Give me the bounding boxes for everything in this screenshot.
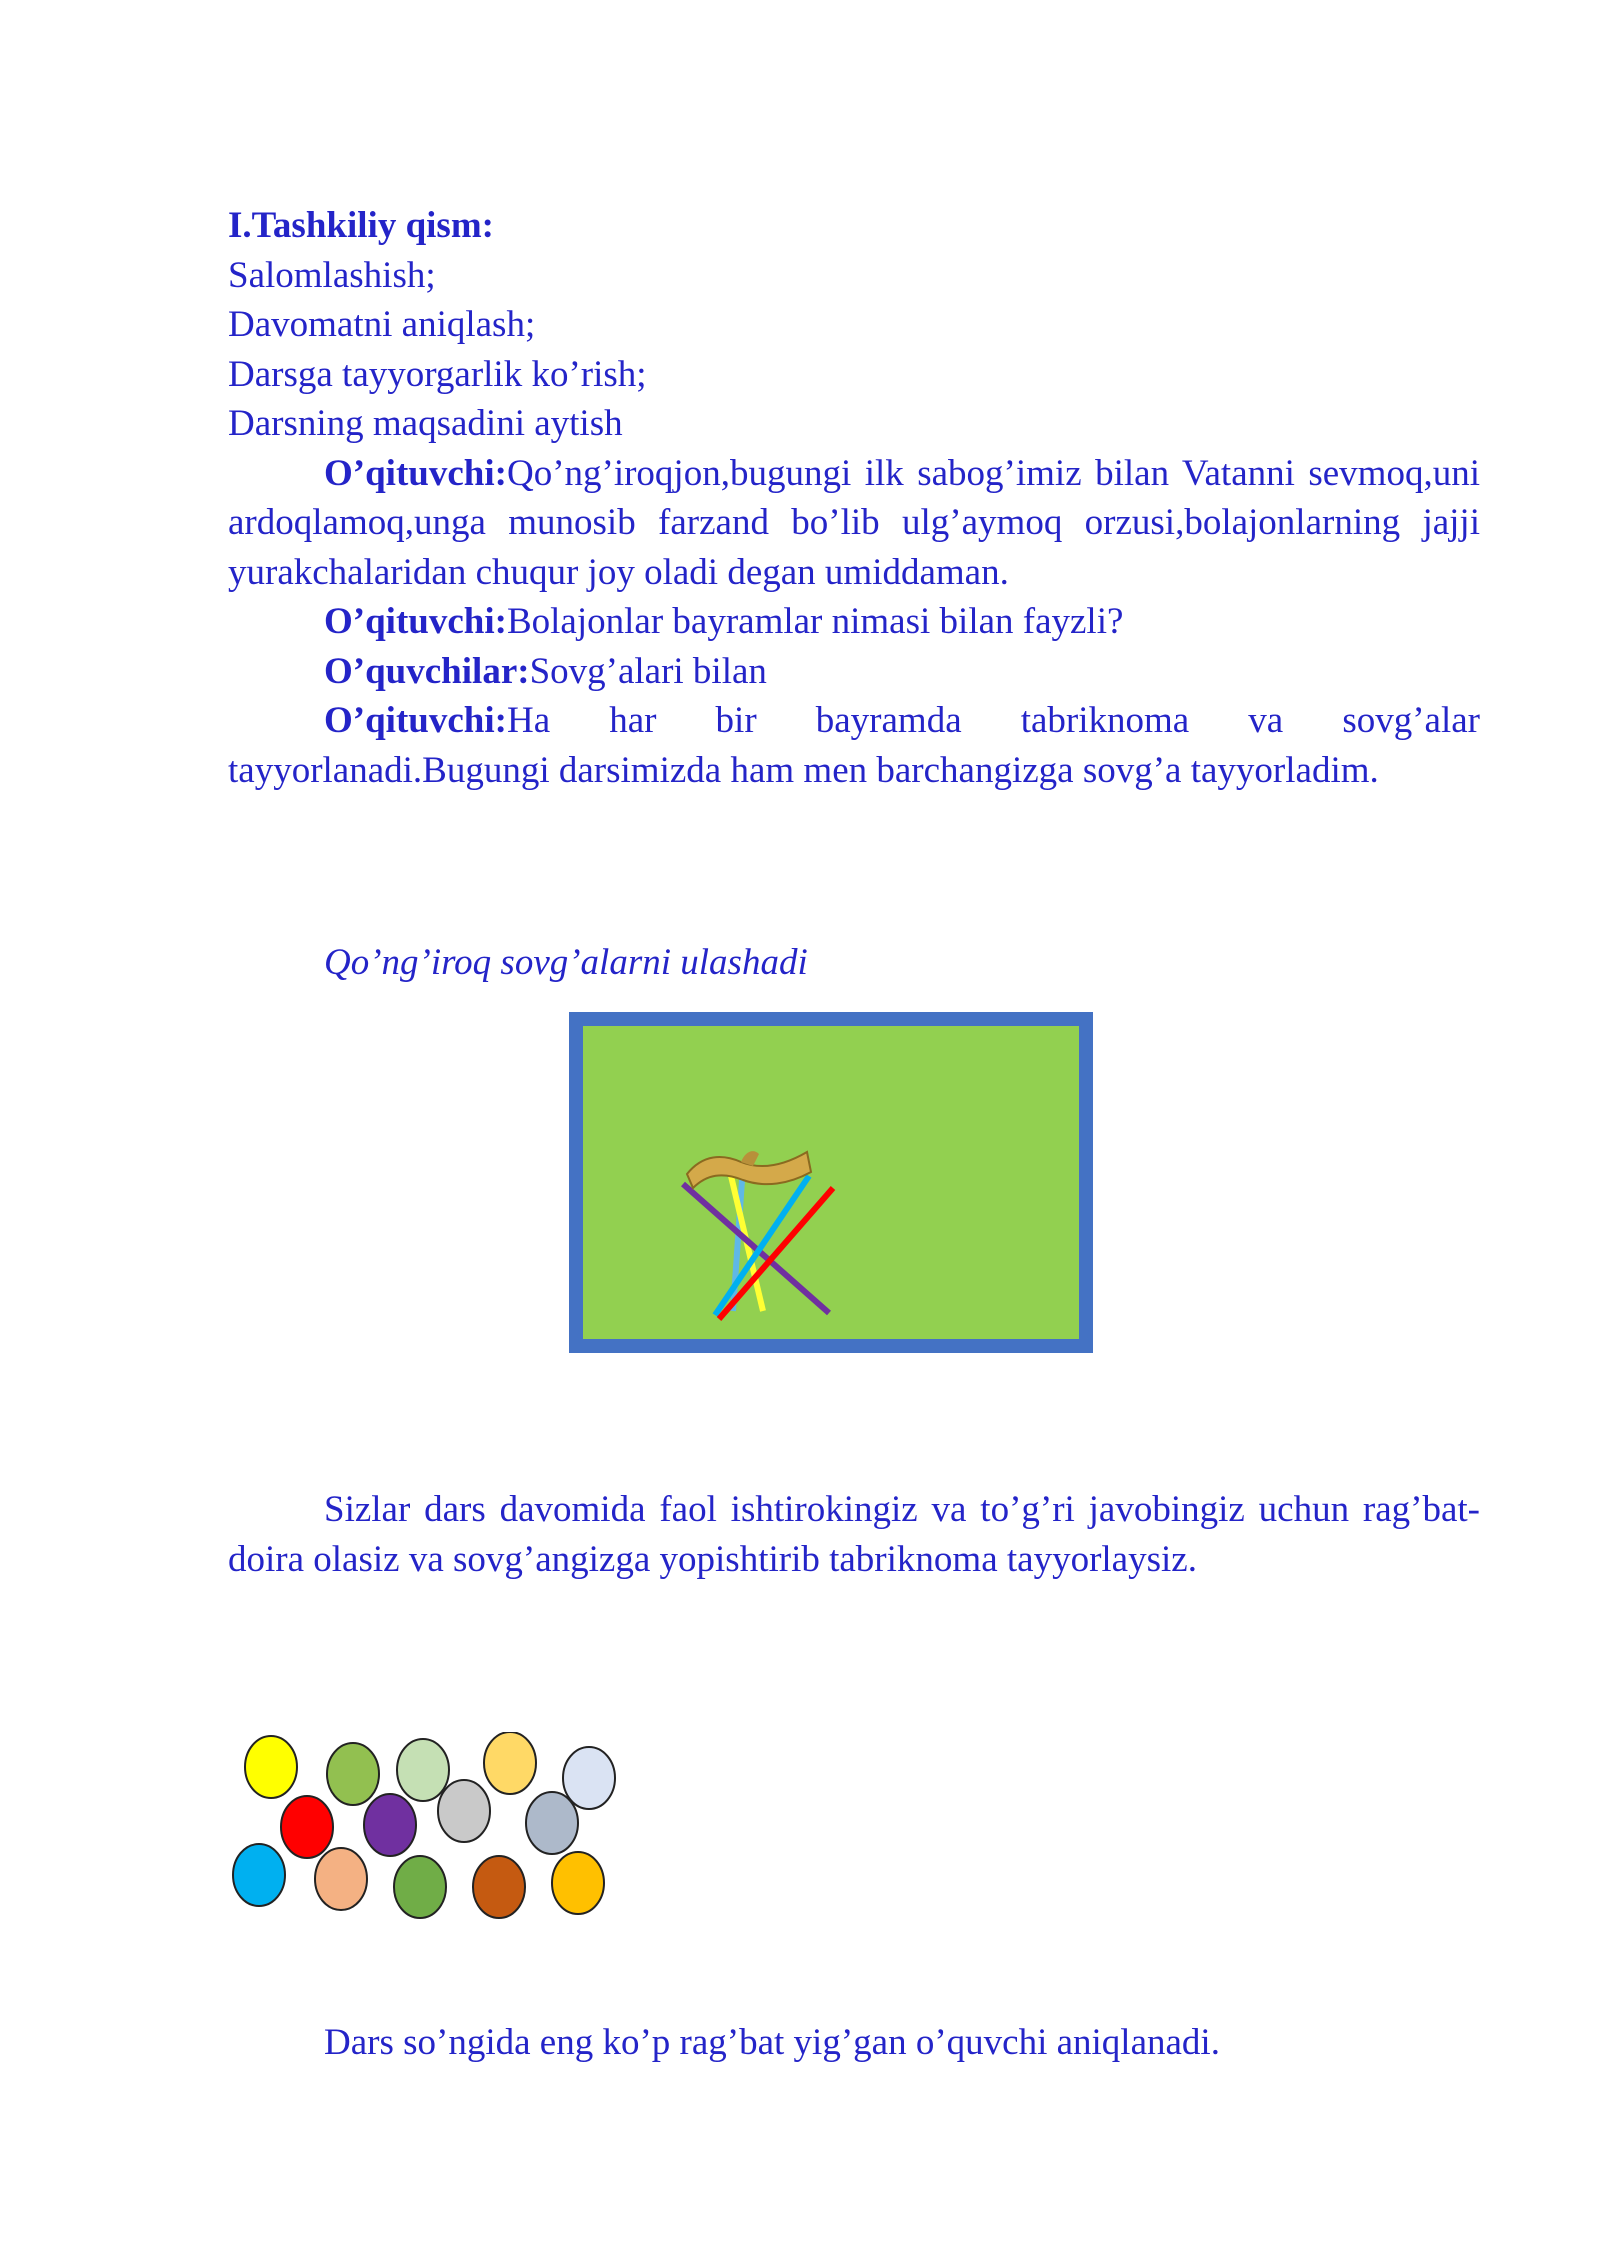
dark-green-circle — [394, 1856, 446, 1918]
orange-circle — [552, 1852, 604, 1914]
image-caption: Qo’ng’iroq sovg’alarni ulashadi — [324, 942, 808, 983]
light-orange-circle — [484, 1732, 536, 1794]
dialogue-line — [228, 696, 1480, 795]
cyan-circle — [233, 1844, 285, 1906]
organizational-section — [228, 201, 1480, 795]
list-item: Darsga tayyorgarlik ko’rish; — [228, 353, 647, 395]
dialogue-line — [228, 449, 1480, 598]
green-circle — [327, 1743, 379, 1805]
instruction-paragraph — [228, 1485, 1480, 1584]
light-green-circle — [397, 1739, 449, 1801]
dialogue-line — [228, 597, 1480, 647]
pale-blue-circle — [563, 1747, 615, 1809]
flag-picture — [569, 1012, 1093, 1353]
blue-grey-circle — [526, 1792, 578, 1854]
dialogue-text: Qo’ng’iroqjon,bugungi ilk sabog’imiz bilan Vatanni sevmoq,uni ardoqlamoq,unga munosib farzand bo’lib ulg’aymoq orzusi,bolajonlarning jajji yurakchalaridan chuqur joy oladi degan umiddaman. — [228, 452, 1480, 593]
dialogue-text: Ha har bir bayramda tabriknoma va sovg’alar tayyorlanadi.Bugungi darsimizda ham men barchangizga sovg’a tayyorladim. — [228, 700, 1480, 791]
instruction-text: Sizlar dars davomida faol ishtirokingiz va to’g’ri javobingiz uchun rag’bat-doira olasiz va sovg’angizga yopishtirib tabriknoma tayyorlaysiz. — [228, 1489, 1480, 1580]
dialogue-line — [228, 647, 1480, 697]
list-item: Davomatni aniqlash; — [228, 304, 536, 345]
reward-circles — [228, 1732, 628, 1942]
speaker-label: O’qituvchi: — [324, 452, 507, 494]
speaker-label: O’quvchilar: — [324, 650, 530, 692]
speaker-label: O’qituvchi: — [324, 601, 507, 642]
yellow-circle — [245, 1736, 297, 1798]
section-title: I.Tashkiliy qism: — [228, 205, 494, 246]
dialogue-text: Sovg’alari bilan — [529, 650, 767, 692]
final-line: Dars so’ngida eng ko’p rag’bat yig’gan o’quvchi aniqlanadi. — [324, 2022, 1220, 2063]
list-item: Salomlashish; — [228, 254, 436, 296]
speaker-label: O’qituvchi: — [324, 700, 507, 741]
dialogue-text: Bolajonlar bayramlar nimasi bilan fayzli? — [506, 601, 1124, 642]
peach-circle — [315, 1848, 367, 1910]
reward-circles-illustration — [228, 1732, 628, 1942]
purple-circle — [364, 1794, 416, 1856]
grey-circle — [438, 1780, 490, 1842]
list-item: Darsning maqsadini aytish — [228, 403, 623, 444]
red-circle — [281, 1796, 333, 1858]
crossed-sticks-illustration — [583, 1026, 1079, 1339]
brown-circle — [473, 1856, 525, 1918]
